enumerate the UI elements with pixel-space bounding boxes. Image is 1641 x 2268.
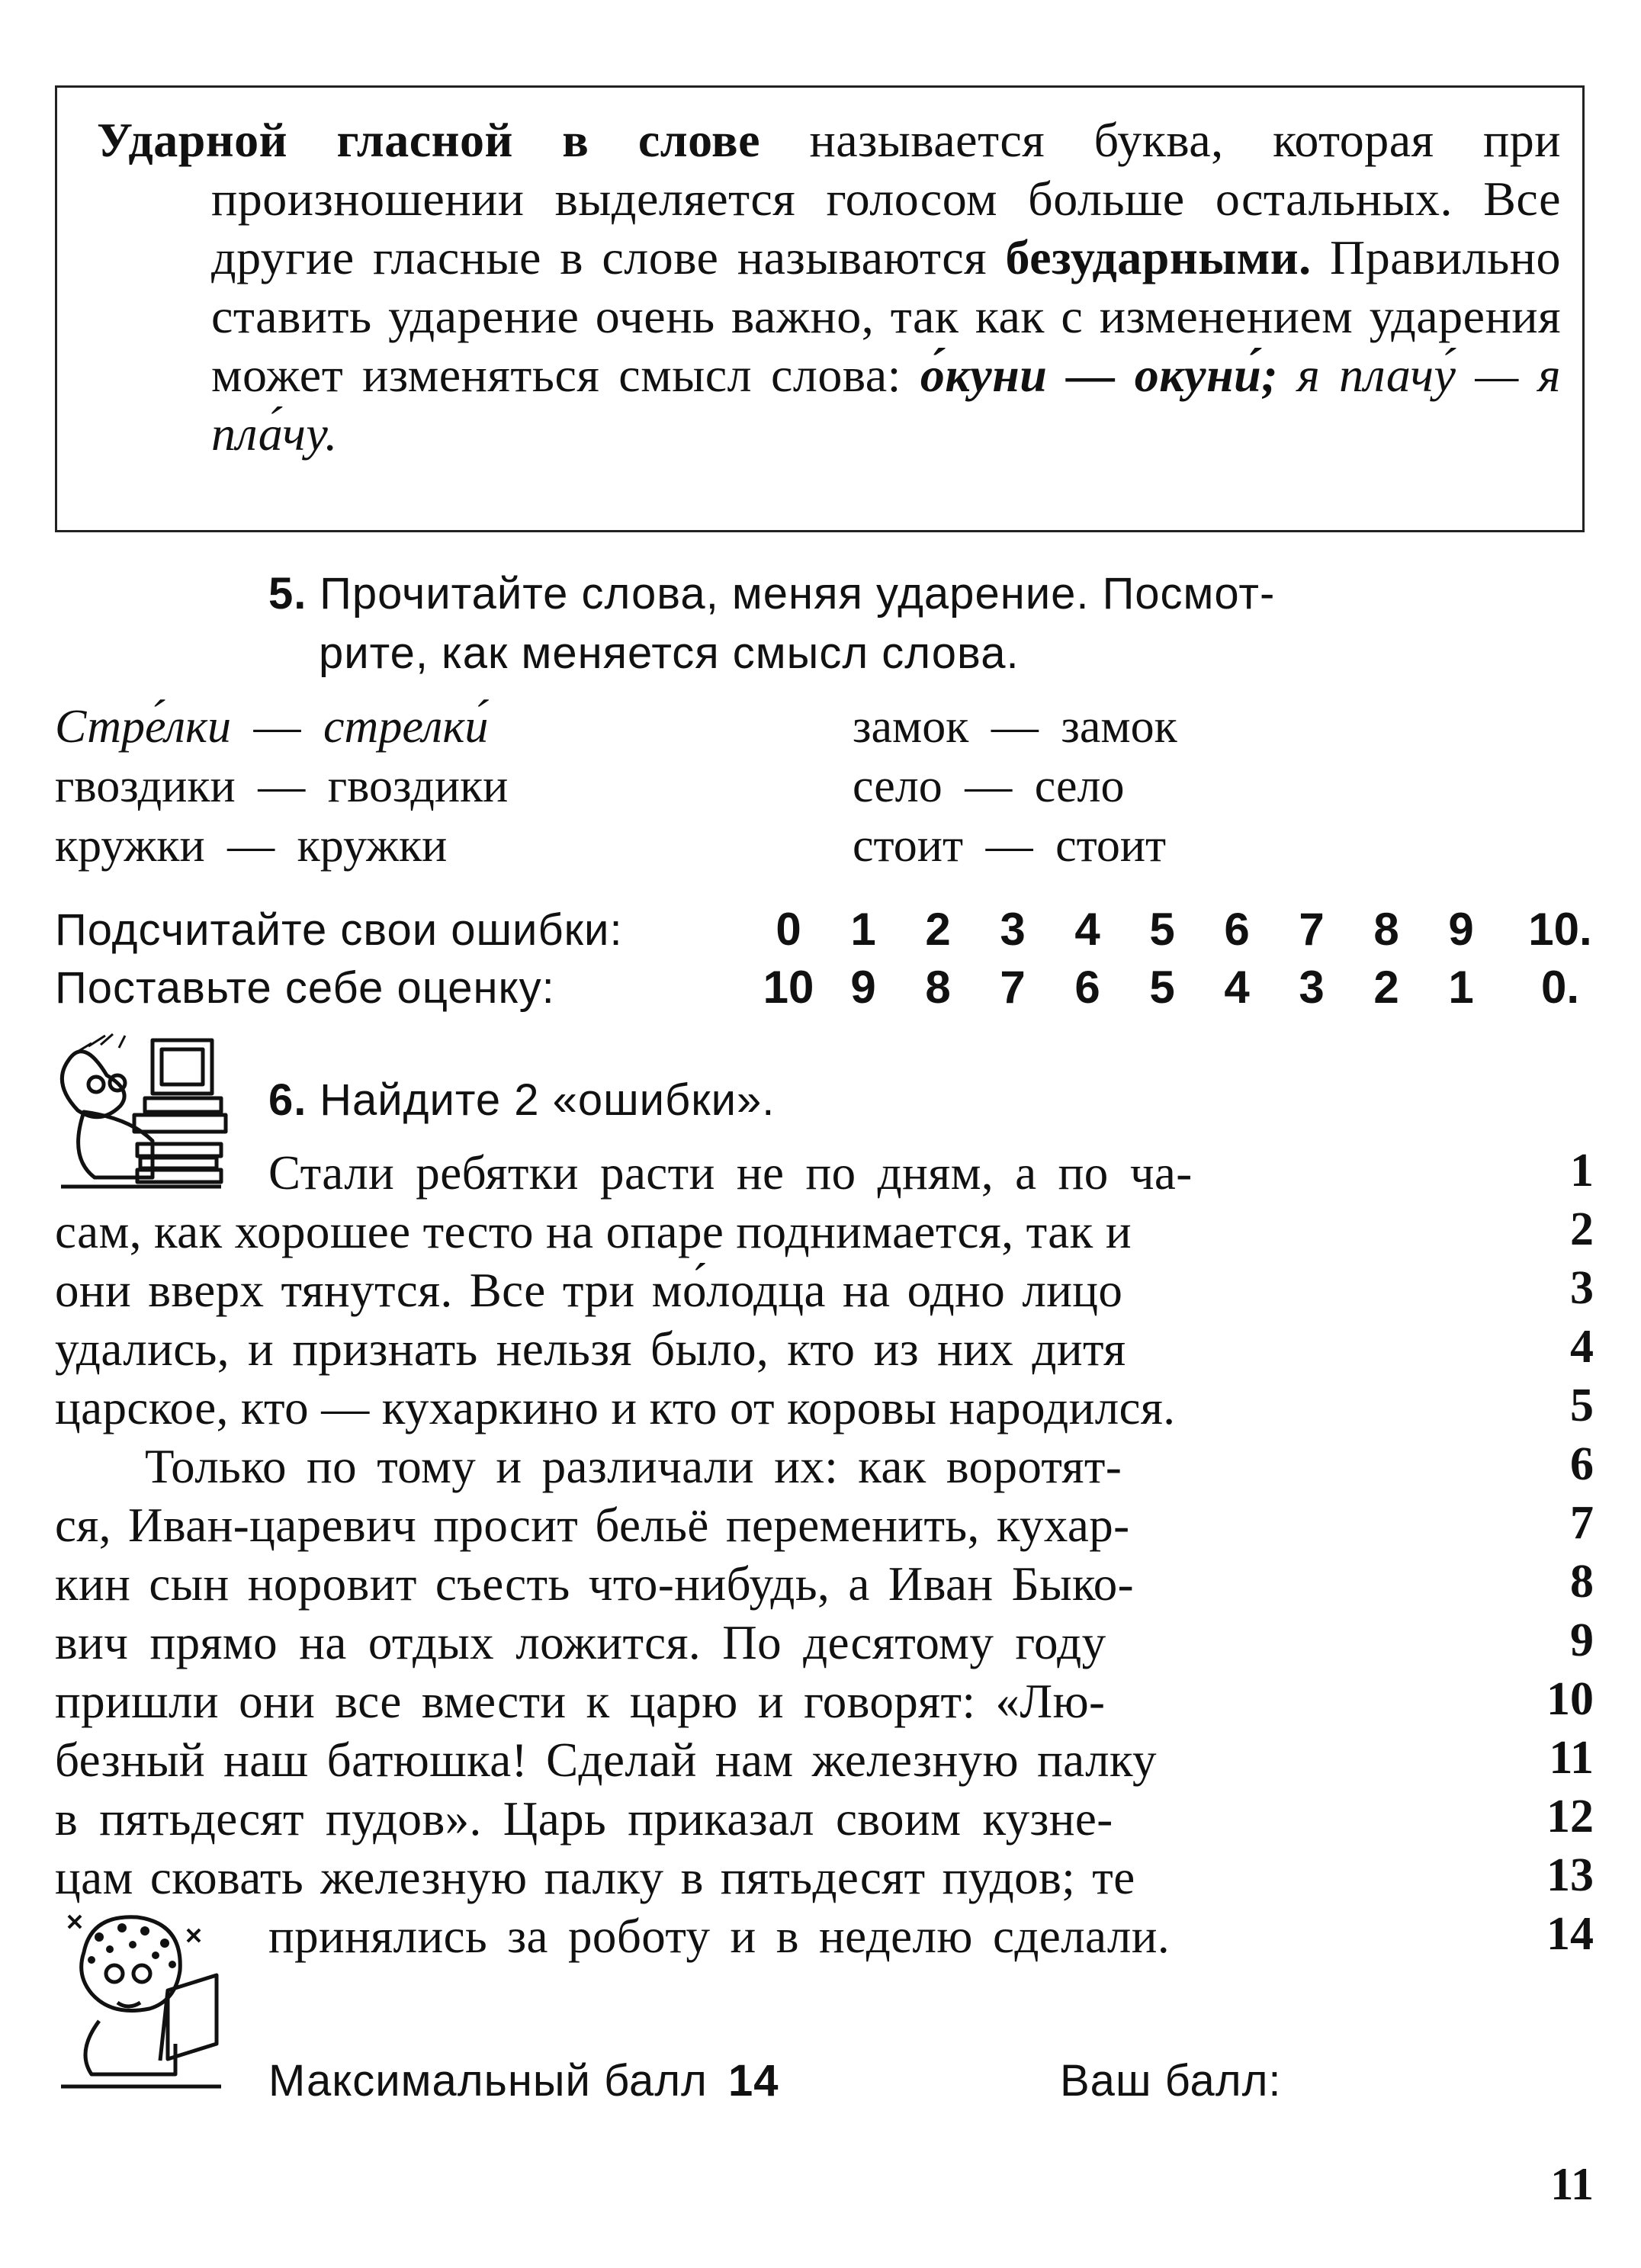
rule-part2: Правильно ставить ударение очень важно, так как с изменением ударения может изменяться смысл слова: [211, 230, 1562, 402]
line-number: 3 [1570, 1262, 1594, 1314]
word: Стре́лки [55, 701, 232, 753]
word-pair-left-3 [55, 816, 447, 875]
line-number: 11 [1549, 1732, 1594, 1784]
your-score-label: Ваш балл: [1060, 2056, 1282, 2106]
rule-term: Ударной гласной в слове [97, 113, 761, 167]
grade-value: 7 [1000, 962, 1026, 1013]
task-6-number: 6. [268, 1075, 307, 1125]
word: гвоздики [327, 760, 509, 812]
error-count: 8 [1373, 904, 1399, 955]
passage-line: Стали ребятки расти не по дням, а по ча- [268, 1146, 1193, 1200]
grade-value: 5 [1149, 962, 1175, 1013]
word: гвоздики [55, 760, 236, 812]
passage-line: они вверх тянутся. Все три мо́лодца на одно лицо [55, 1264, 1123, 1317]
errors-label: Подсчитайте свои ошибки: [55, 905, 623, 955]
line-number: 10 [1546, 1673, 1594, 1725]
task-6-text: Найдите 2 «ошибки». [320, 1075, 776, 1125]
word: замок [1061, 701, 1177, 753]
boy-at-computer-illustration [53, 1030, 236, 1197]
word: стоит [1055, 820, 1167, 872]
grade-value: 2 [1373, 962, 1399, 1013]
passage-line: удались, и признать нельзя было, кто из них дитя [55, 1322, 1126, 1376]
passage-line: в пятьдесят пудов». Царь приказал своим кузне- [55, 1792, 1113, 1846]
word: село [1034, 760, 1125, 812]
rule-bold-term: безударными. [1005, 230, 1312, 284]
passage-line: цам сковать железную палку в пятьдесят пудов; те [55, 1851, 1135, 1904]
word-pair-right-3 [853, 816, 1166, 875]
line-number: 4 [1570, 1321, 1594, 1373]
word-pair-right-1 [853, 697, 1177, 757]
dash: — [991, 701, 1039, 753]
grade-value: 6 [1074, 962, 1100, 1013]
line-number: 9 [1570, 1614, 1594, 1666]
dash: — [253, 701, 301, 753]
grade-value: 8 [925, 962, 951, 1013]
page-number: 11 [1550, 2159, 1594, 2209]
word: стрелки́ [323, 701, 489, 753]
passage-line: принялись за роботу и в неделю сделали. [268, 1910, 1171, 1963]
max-score-label: Максимальный балл [268, 2056, 708, 2106]
error-count: 0 [776, 904, 801, 955]
grade-value: 9 [850, 962, 876, 1013]
dash: — [965, 760, 1013, 812]
passage-line: Только по тому и различали их: как воротят- [145, 1440, 1122, 1493]
grade-value: 10 [763, 962, 814, 1013]
dash: — [258, 760, 306, 812]
error-count: 5 [1149, 904, 1175, 955]
line-number: 8 [1570, 1556, 1594, 1608]
error-count: 7 [1299, 904, 1325, 955]
line-number: 13 [1546, 1849, 1594, 1901]
line-number: 6 [1570, 1438, 1594, 1490]
word: село [853, 760, 943, 812]
grade-label: Поставьте себе оценку: [55, 963, 555, 1013]
task-5 [268, 564, 1595, 683]
task-5-line2: рите, как меняется смысл слова. [319, 628, 1020, 678]
error-count: 1 [850, 904, 876, 955]
error-count: 4 [1074, 904, 1100, 955]
word: замок [853, 701, 969, 753]
line-number: 14 [1546, 1908, 1594, 1960]
max-score-value: 14 [728, 2056, 779, 2106]
word: кружки [297, 820, 448, 872]
passage-line: царское, кто — кухаркино и кто от коровы народился. [55, 1381, 1176, 1434]
word-pair-right-2 [853, 757, 1124, 816]
task-6-title [268, 1071, 775, 1130]
rule-part1: называется буква, которая при произношении выделяется голосом больше остальных. Все другие гласные в слове называются [211, 113, 1562, 284]
dash: — [227, 820, 275, 872]
error-count: 9 [1448, 904, 1474, 955]
dash: — [985, 820, 1033, 872]
rule-text [97, 111, 1561, 463]
word-pair-left-1 [55, 697, 488, 757]
task-5-line1: Прочитайте слова, меняя ударение. Посмот- [320, 569, 1276, 618]
grade-value: 1 [1448, 962, 1474, 1013]
grade-value: 0. [1540, 962, 1580, 1013]
girl-reading-illustration [53, 1907, 236, 2097]
passage-line: вич прямо на отдых ложится. По десятому году [55, 1616, 1106, 1669]
task-5-number: 5. [268, 569, 307, 618]
word: стоит [853, 820, 964, 872]
passage-line: сам, как хорошее тесто на опаре поднимается, так и [55, 1205, 1132, 1258]
grade-value: 3 [1299, 962, 1325, 1013]
grade-value: 4 [1224, 962, 1250, 1013]
passage-line: пришли они все вмести к царю и говорят: «Лю- [55, 1675, 1106, 1728]
word-pair-left-2 [55, 757, 508, 816]
rule-example2: я плачу́ — я пла́чу. [211, 348, 1561, 461]
max-score [268, 2051, 779, 2111]
line-number: 7 [1570, 1497, 1594, 1549]
error-count: 6 [1224, 904, 1250, 955]
error-count: 2 [925, 904, 951, 955]
line-number: 2 [1570, 1203, 1594, 1255]
passage-line: кин сын норовит съесть что-нибудь, а Иван Быко- [55, 1557, 1135, 1611]
error-count: 10. [1528, 904, 1592, 955]
passage-line: безный наш батюшка! Сделай нам железную палку [55, 1733, 1157, 1787]
line-number: 1 [1570, 1145, 1594, 1197]
word: кружки [55, 820, 205, 872]
error-count: 3 [1000, 904, 1026, 955]
rule-box [55, 85, 1585, 532]
rule-example1: о́куни — окуни́; [920, 348, 1278, 402]
line-number: 12 [1546, 1791, 1594, 1842]
passage-line: ся, Иван-царевич просит бельё переменить, кухар- [55, 1499, 1130, 1552]
line-number: 5 [1570, 1380, 1594, 1431]
